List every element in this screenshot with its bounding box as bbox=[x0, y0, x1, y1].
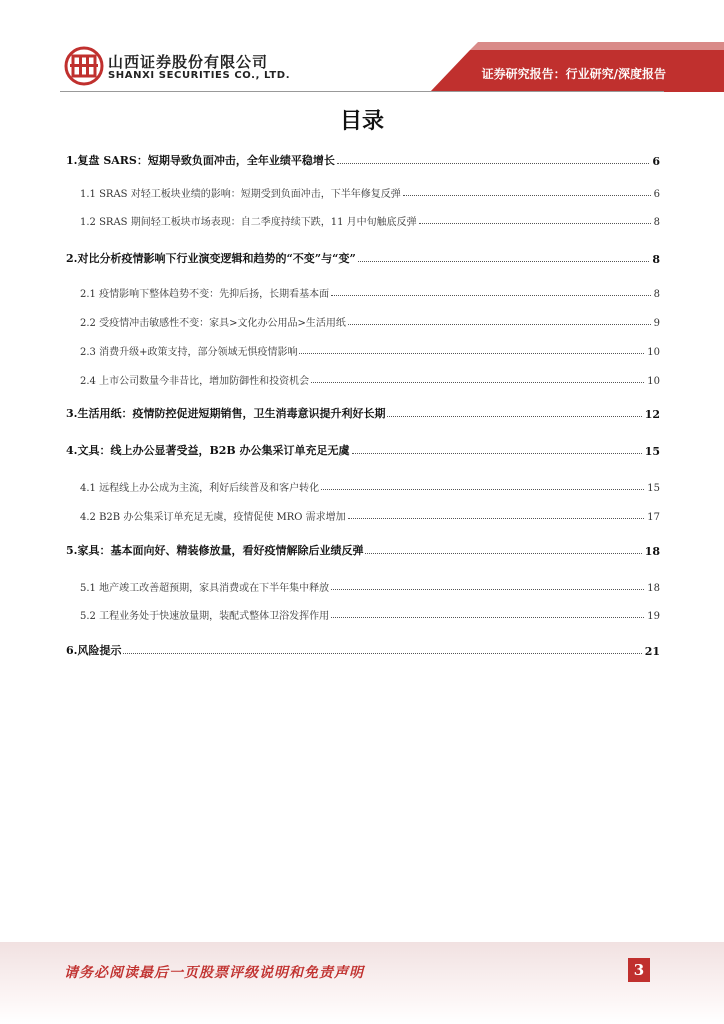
toc-title: 目录 bbox=[339, 109, 384, 134]
toc-entry-2-2[interactable] bbox=[80, 313, 660, 329]
toc-leader bbox=[311, 382, 644, 383]
page-header bbox=[0, 0, 724, 92]
toc-leader bbox=[348, 518, 645, 519]
toc-entry-6[interactable] bbox=[66, 642, 660, 658]
toc-page-number: 15 bbox=[647, 483, 660, 494]
toc-leader bbox=[403, 195, 651, 196]
toc-page-number: 21 bbox=[644, 645, 660, 658]
toc-entry-text: 2.2 受疫情冲击敏感性不变：家具>文化办公用品>生活用纸 bbox=[80, 318, 346, 329]
toc-page-number: 15 bbox=[644, 445, 660, 458]
toc-entry-4-1[interactable] bbox=[80, 478, 660, 494]
toc-page-number: 6 bbox=[652, 155, 660, 168]
header-divider bbox=[60, 91, 664, 92]
toc-entry-4-2[interactable] bbox=[80, 507, 660, 523]
toc-page-number: 8 bbox=[653, 217, 660, 228]
toc-entry-2-3[interactable] bbox=[80, 342, 660, 358]
toc-page-number: 8 bbox=[652, 253, 660, 266]
toc-leader bbox=[321, 489, 644, 490]
toc-leader bbox=[123, 653, 641, 654]
toc-entry-5-2[interactable] bbox=[80, 606, 660, 622]
toc-leader bbox=[331, 617, 644, 618]
toc-entry-1[interactable] bbox=[66, 152, 660, 168]
toc-page-number: 12 bbox=[644, 408, 660, 421]
toc-leader bbox=[331, 295, 651, 296]
toc-page-number: 9 bbox=[653, 318, 660, 329]
company-name-cn: 山西证券股份有限公司 bbox=[108, 53, 269, 71]
toc-page-number: 10 bbox=[647, 376, 660, 387]
toc-entry-text: 5.家具：基本面向好、精装修放量，看好疫情解除后业绩反弹 bbox=[66, 544, 364, 557]
toc-entry-text: 4.1 远程线上办公成为主流，利好后续普及和客户转化 bbox=[80, 483, 320, 494]
toc-entry-text: 1.1 SRAS 对轻工板块业绩的影响：短期受到负面冲击，下半年修复反弹 bbox=[80, 189, 401, 200]
toc-entry-text: 6.风险提示 bbox=[66, 644, 122, 657]
toc-page-number: 19 bbox=[647, 611, 660, 622]
company-logo-icon bbox=[64, 46, 104, 86]
toc-entry-text: 5.1 地产竣工改善超预期，家具消费或在下半年集中释放 bbox=[80, 583, 330, 594]
toc-entry-text: 4.文具：线上办公显著受益，B2B 办公集采订单充足无虞 bbox=[66, 444, 350, 457]
toc-page-number: 10 bbox=[647, 347, 660, 358]
toc-page-number: 18 bbox=[647, 583, 660, 594]
toc-entry-5[interactable] bbox=[66, 542, 660, 558]
toc-entry-text: 1.2 SRAS 期间轻工板块市场表现：自二季度持续下跌，11 月中旬触底反弹 bbox=[80, 217, 417, 228]
toc-entry-5-1[interactable] bbox=[80, 578, 660, 594]
footer bbox=[0, 942, 724, 1024]
toc-entry-text: 2.对比分析疫情影响下行业演变逻辑和趋势的“不变”与“变” bbox=[66, 252, 356, 265]
toc-entry-1-2[interactable] bbox=[80, 212, 660, 228]
toc-leader bbox=[352, 453, 642, 454]
toc-page-number: 8 bbox=[653, 289, 660, 300]
toc-leader bbox=[365, 553, 641, 554]
toc-leader bbox=[419, 223, 651, 224]
toc-entry-text: 2.1 疫情影响下整体趋势不变：先抑后扬，长期看基本面 bbox=[80, 289, 330, 300]
footer-disclaimer: 请务必阅读最后一页股票评级说明和免责声明 bbox=[64, 965, 364, 981]
page-number: 3 bbox=[628, 958, 650, 982]
toc-leader bbox=[337, 163, 649, 164]
company-name-en: SHANXI SECURITIES CO., LTD. bbox=[108, 70, 291, 81]
toc-entry-2-4[interactable] bbox=[80, 371, 660, 387]
toc-leader bbox=[358, 261, 650, 262]
toc-page-number: 18 bbox=[644, 545, 660, 558]
toc-entry-3[interactable] bbox=[66, 405, 660, 421]
toc-entry-text: 2.3 消费升级+政策支持，部分领域无惧疫情影响 bbox=[80, 347, 298, 358]
toc-leader bbox=[348, 324, 651, 325]
toc-entry-1-1[interactable] bbox=[80, 184, 660, 200]
toc-entry-text: 4.2 B2B 办公集采订单充足无虞，疫情促使 MRO 需求增加 bbox=[80, 512, 346, 523]
toc-leader bbox=[299, 353, 644, 354]
toc-page-number: 6 bbox=[653, 189, 660, 200]
toc-entry-4[interactable] bbox=[66, 442, 660, 458]
toc-leader bbox=[387, 416, 641, 417]
toc-entry-text: 2.4 上市公司数量今非昔比，增加防御性和投资机会 bbox=[80, 376, 310, 387]
toc-leader bbox=[331, 589, 644, 590]
toc-entry-2-1[interactable] bbox=[80, 284, 660, 300]
toc-entry-text: 1.复盘 SARS：短期导致负面冲击，全年业绩平稳增长 bbox=[66, 154, 335, 167]
toc-entry-text: 5.2 工程业务处于快速放量期，装配式整体卫浴发挥作用 bbox=[80, 611, 330, 622]
toc-entry-text: 3.生活用纸：疫情防控促进短期销售，卫生消毒意识提升利好长期 bbox=[66, 407, 386, 420]
toc-entry-2[interactable] bbox=[66, 250, 660, 266]
report-type-label: 证券研究报告：行业研究/深度报告 bbox=[481, 67, 666, 81]
toc-page-number: 17 bbox=[647, 512, 660, 523]
